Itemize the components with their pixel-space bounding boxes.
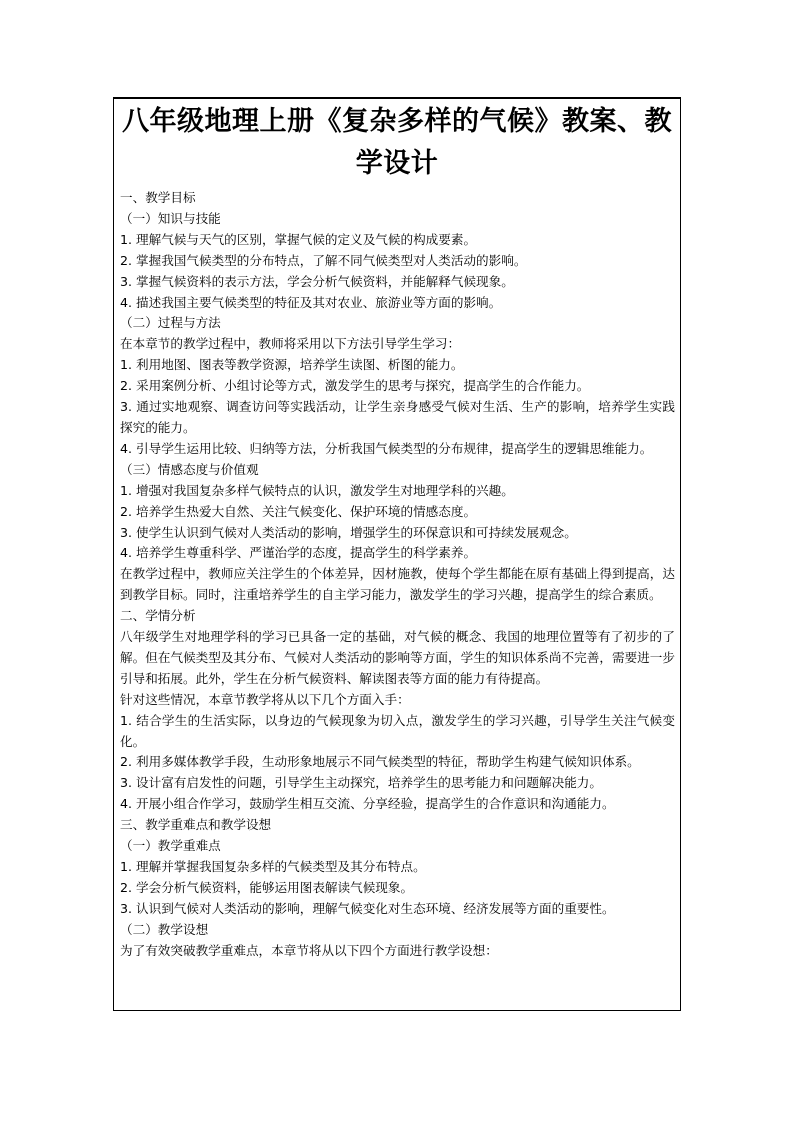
section-heading-key-points: 三、教学重难点和教学设想 <box>120 817 272 833</box>
document-frame <box>113 97 681 1011</box>
paragraph: 为了有效突破教学重难点，本章节将从以下四个方面进行教学设想： <box>120 942 498 958</box>
list-item: 2. 利用多媒体教学手段，生动形象地展示不同气候类型的特征，帮助学生构建气候知识体系。 <box>120 754 640 770</box>
paragraph: 在本章节的教学过程中，教师将采用以下方法引导学生学习： <box>120 336 461 352</box>
paragraph: 在教学过程中，教师应关注学生的个体差异，因材施教，使每个学生都能在原有基础上得到提高，达到教学目标。同时，注重培养学生的自主学习能力，激发学生的学习兴趣，提高学生的综合素质。 <box>120 566 675 603</box>
list-item: 1. 利用地图、图表等教学资源，培养学生读图、析图的能力。 <box>120 357 464 373</box>
list-item: 4. 培养学生尊重科学、严谨治学的态度，提高学生的科学素养。 <box>120 545 477 561</box>
list-item: 3. 掌握气候资料的表示方法，学会分析气候资料，并能解释气候现象。 <box>120 273 514 289</box>
subheading-attitudes-values: （三）情感态度与价值观 <box>120 461 259 477</box>
list-item: 4. 描述我国主要气候类型的特征及其对农业、旅游业等方面的影响。 <box>120 294 502 310</box>
list-item: 4. 开展小组合作学习，鼓励学生相互交流、分享经验，提高学生的合作意识和沟通能力。 <box>120 796 615 812</box>
list-item: 1. 结合学生的生活实际，以身边的气候现象为切入点，激发学生的学习兴趣，引导学生关注气候变化。 <box>120 712 675 749</box>
list-item: 2. 培养学生热爱大自然、关注气候变化、保护环境的情感态度。 <box>120 503 477 519</box>
list-item: 1. 理解并掌握我国复杂多样的气候类型及其分布特点。 <box>120 859 426 874</box>
list-item: 3. 认识到气候对人类活动的影响，理解气候变化对生态环境、经济发展等方面的重要性。 <box>120 900 615 916</box>
subheading-process-methods: （二）过程与方法 <box>120 315 221 331</box>
document-body <box>114 185 680 962</box>
paragraph: 针对这些情况，本章节教学将从以下几个方面入手： <box>120 691 410 707</box>
section-heading-student-analysis: 二、学情分析 <box>120 608 196 624</box>
list-item: 4. 引导学生运用比较、归纳等方法，分析我国气候类型的分布规律，提高学生的逻辑思维能力。 <box>120 440 653 456</box>
list-item: 2. 掌握我国气候类型的分布特点，了解不同气候类型对人类活动的影响。 <box>120 252 527 268</box>
list-item: 3. 使学生认识到气候对人类活动的影响，增强学生的环保意识和可持续发展观念。 <box>120 524 577 540</box>
document-title: 八年级地理上册《复杂多样的气候》教案、教学设计 <box>122 106 672 179</box>
paragraph: 八年级学生对地理学科的学习已具备一定的基础，对气候的概念、我国的地理位置等有了初步的了解。但在气候类型及其分布、气候对人类活动的影响等方面，学生的知识体系尚不完善，需要进一步引导和拓展。此外，学生在分析气候资料、解读图表等方面的能力有待提高。 <box>120 629 675 686</box>
list-item: 3. 设计富有启发性的问题，引导学生主动探究，培养学生的思考能力和问题解决能力。 <box>120 775 602 791</box>
top-rule <box>114 98 680 99</box>
list-item: 2. 采用案例分析、小组讨论等方式，激发学生的思考与探究，提高学生的合作能力。 <box>120 378 590 394</box>
section-heading-objectives: 一、教学目标 <box>120 190 196 205</box>
subheading-key-difficult-points: （一）教学重难点 <box>120 838 221 854</box>
list-item: 2. 学会分析气候资料，能够运用图表解读气候现象。 <box>120 879 414 895</box>
subheading-teaching-ideas: （二）教学设想 <box>120 921 209 937</box>
subheading-knowledge-skills: （一）知识与技能 <box>120 210 221 226</box>
list-item: 1. 理解气候与天气的区别，掌握气候的定义及气候的构成要素。 <box>120 231 477 247</box>
list-item: 3. 通过实地观察、调查访问等实践活动，让学生亲身感受气候对生活、生产的影响，培养学生实践探究的能力。 <box>120 399 675 435</box>
list-item: 1. 增强对我国复杂多样气候特点的认识，激发学生对地理学科的兴趣。 <box>120 482 514 498</box>
